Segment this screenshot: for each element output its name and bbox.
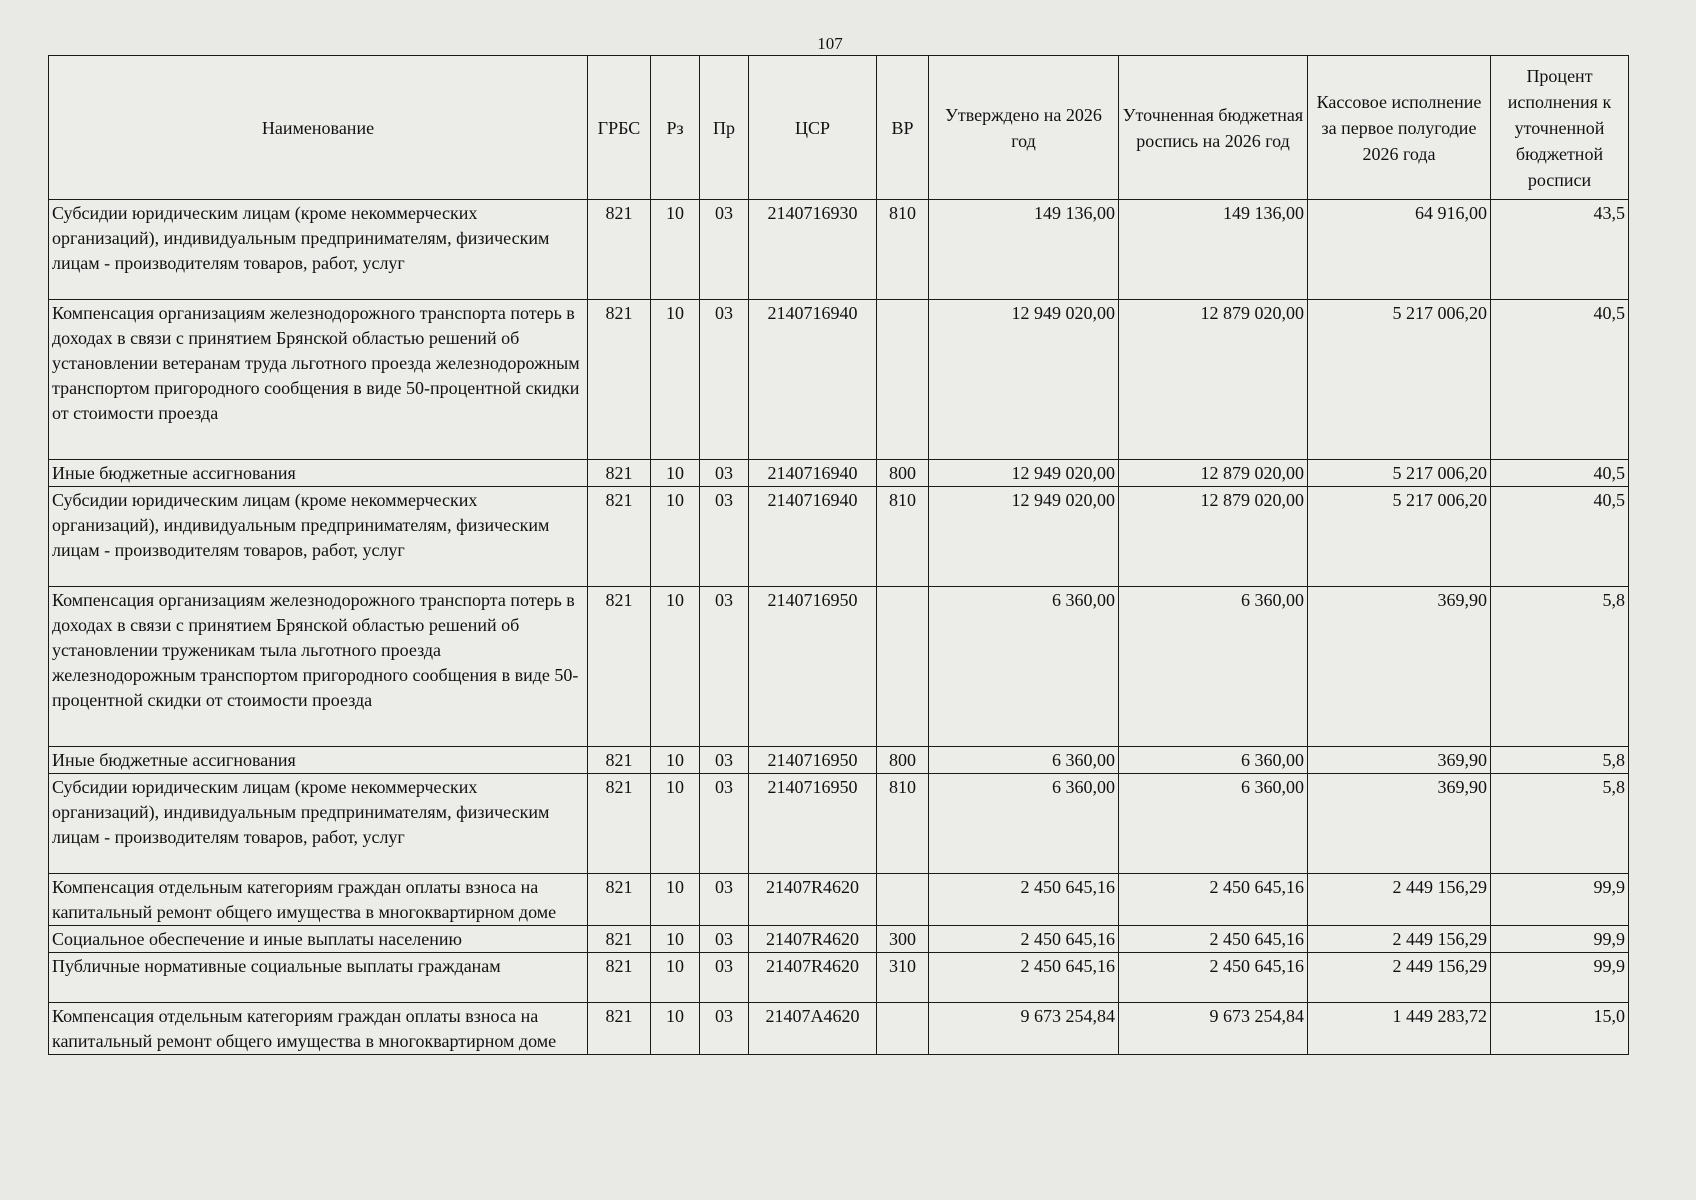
cell-percent: 99,9	[1491, 874, 1629, 926]
table-row	[49, 874, 1629, 926]
cell-csr: 2140716950	[749, 774, 877, 874]
cell-vr	[877, 874, 929, 926]
table-row	[49, 926, 1629, 953]
cell-cash: 369,90	[1308, 587, 1491, 747]
cell-cash: 1 449 283,72	[1308, 1003, 1491, 1055]
table-row	[49, 953, 1629, 1003]
cell-name: Компенсация организациям железнодорожного транспорта потерь в доходах в связи с принятием Брянской областью решений об установлении труженикам тыла льготного проезда железнодорожным транспортом пригородного сообщения в виде 50-процентной скидки от стоимости проезда	[49, 587, 588, 747]
cell-approved: 12 949 020,00	[929, 300, 1119, 460]
cell-name: Субсидии юридическим лицам (кроме некоммерческих организаций), индивидуальным предпринимателям, физическим лицам - производителям товаров, работ, услуг	[49, 200, 588, 300]
cell-name: Субсидии юридическим лицам (кроме некоммерческих организаций), индивидуальным предпринимателям, физическим лицам - производителям товаров, работ, услуг	[49, 487, 588, 587]
table-row	[49, 487, 1629, 587]
budget-table	[48, 55, 1629, 1055]
cell-vr: 810	[877, 487, 929, 587]
cell-name: Компенсация отдельным категориям граждан оплаты взноса на капитальный ремонт общего имущества в многоквартирном доме	[49, 874, 588, 926]
cell-approved: 149 136,00	[929, 200, 1119, 300]
cell-grbs: 821	[588, 487, 651, 587]
cell-csr: 21407R4620	[749, 874, 877, 926]
header-row	[49, 56, 1629, 200]
cell-vr	[877, 587, 929, 747]
header-approved: Утверждено на 2026 год	[929, 56, 1119, 200]
cell-name: Социальное обеспечение и иные выплаты населению	[49, 926, 588, 953]
table-row	[49, 747, 1629, 774]
header-pr: Пр	[700, 56, 749, 200]
cell-approved: 12 949 020,00	[929, 460, 1119, 487]
cell-approved: 9 673 254,84	[929, 1003, 1119, 1055]
cell-pr: 03	[700, 487, 749, 587]
cell-name: Иные бюджетные ассигнования	[49, 747, 588, 774]
cell-pr: 03	[700, 200, 749, 300]
cell-csr: 2140716950	[749, 587, 877, 747]
cell-name: Компенсация организациям железнодорожного транспорта потерь в доходах в связи с принятием Брянской областью решений об установлении ветеранам труда льготного проезда железнодорожным транспортом пригородного сообщения в виде 50-процентной скидки от стоимости проезда	[49, 300, 588, 460]
cell-csr: 21407R4620	[749, 953, 877, 1003]
cell-grbs: 821	[588, 300, 651, 460]
cell-rz: 10	[651, 926, 700, 953]
cell-grbs: 821	[588, 1003, 651, 1055]
cell-rz: 10	[651, 200, 700, 300]
cell-cash: 5 217 006,20	[1308, 300, 1491, 460]
page-number: 107	[817, 34, 843, 53]
cell-refined: 12 879 020,00	[1119, 300, 1308, 460]
cell-refined: 149 136,00	[1119, 200, 1308, 300]
cell-pr: 03	[700, 874, 749, 926]
cell-pr: 03	[700, 587, 749, 747]
cell-csr: 21407A4620	[749, 1003, 877, 1055]
cell-grbs: 821	[588, 460, 651, 487]
cell-refined: 9 673 254,84	[1119, 1003, 1308, 1055]
cell-percent: 5,8	[1491, 747, 1629, 774]
cell-refined: 6 360,00	[1119, 747, 1308, 774]
table-row	[49, 300, 1629, 460]
cell-refined: 2 450 645,16	[1119, 874, 1308, 926]
cell-pr: 03	[700, 926, 749, 953]
cell-vr	[877, 300, 929, 460]
cell-cash: 369,90	[1308, 774, 1491, 874]
cell-cash: 2 449 156,29	[1308, 874, 1491, 926]
table-row	[49, 587, 1629, 747]
table-row	[49, 460, 1629, 487]
cell-cash: 5 217 006,20	[1308, 487, 1491, 587]
cell-vr: 300	[877, 926, 929, 953]
cell-approved: 2 450 645,16	[929, 953, 1119, 1003]
cell-csr: 2140716940	[749, 460, 877, 487]
cell-rz: 10	[651, 747, 700, 774]
cell-vr: 800	[877, 460, 929, 487]
cell-pr: 03	[700, 300, 749, 460]
header-cash: Кассовое исполнение за первое полугодие 2026 года	[1308, 56, 1491, 200]
cell-percent: 40,5	[1491, 300, 1629, 460]
cell-cash: 5 217 006,20	[1308, 460, 1491, 487]
cell-pr: 03	[700, 1003, 749, 1055]
cell-name: Иные бюджетные ассигнования	[49, 460, 588, 487]
header-refined: Уточненная бюджетная роспись на 2026 год	[1119, 56, 1308, 200]
cell-vr	[877, 1003, 929, 1055]
cell-pr: 03	[700, 953, 749, 1003]
table-row	[49, 774, 1629, 874]
cell-refined: 2 450 645,16	[1119, 953, 1308, 1003]
cell-cash: 369,90	[1308, 747, 1491, 774]
cell-cash: 2 449 156,29	[1308, 926, 1491, 953]
cell-percent: 43,5	[1491, 200, 1629, 300]
cell-grbs: 821	[588, 926, 651, 953]
cell-percent: 99,9	[1491, 953, 1629, 1003]
header-csr: ЦСР	[749, 56, 877, 200]
cell-vr: 810	[877, 200, 929, 300]
cell-grbs: 821	[588, 747, 651, 774]
cell-name: Субсидии юридическим лицам (кроме некоммерческих организаций), индивидуальным предпринимателям, физическим лицам - производителям товаров, работ, услуг	[49, 774, 588, 874]
cell-percent: 5,8	[1491, 587, 1629, 747]
header-name: Наименование	[49, 56, 588, 200]
cell-vr: 800	[877, 747, 929, 774]
cell-rz: 10	[651, 460, 700, 487]
cell-percent: 40,5	[1491, 460, 1629, 487]
cell-cash: 64 916,00	[1308, 200, 1491, 300]
cell-grbs: 821	[588, 587, 651, 747]
cell-rz: 10	[651, 874, 700, 926]
cell-vr: 310	[877, 953, 929, 1003]
cell-pr: 03	[700, 774, 749, 874]
cell-pr: 03	[700, 460, 749, 487]
cell-approved: 2 450 645,16	[929, 926, 1119, 953]
cell-rz: 10	[651, 953, 700, 1003]
cell-csr: 2140716940	[749, 300, 877, 460]
cell-approved: 2 450 645,16	[929, 874, 1119, 926]
header-percent: Процент исполнения к уточненной бюджетной росписи	[1491, 56, 1629, 200]
cell-approved: 6 360,00	[929, 747, 1119, 774]
cell-grbs: 821	[588, 774, 651, 874]
cell-percent: 5,8	[1491, 774, 1629, 874]
cell-pr: 03	[700, 747, 749, 774]
cell-approved: 12 949 020,00	[929, 487, 1119, 587]
cell-csr: 21407R4620	[749, 926, 877, 953]
cell-percent: 15,0	[1491, 1003, 1629, 1055]
cell-percent: 40,5	[1491, 487, 1629, 587]
cell-csr: 2140716940	[749, 487, 877, 587]
cell-grbs: 821	[588, 953, 651, 1003]
cell-refined: 2 450 645,16	[1119, 926, 1308, 953]
table-row	[49, 200, 1629, 300]
cell-rz: 10	[651, 487, 700, 587]
cell-name: Компенсация отдельным категориям граждан оплаты взноса на капитальный ремонт общего имущества в многоквартирном доме	[49, 1003, 588, 1055]
cell-refined: 12 879 020,00	[1119, 460, 1308, 487]
cell-percent: 99,9	[1491, 926, 1629, 953]
cell-refined: 6 360,00	[1119, 587, 1308, 747]
cell-grbs: 821	[588, 874, 651, 926]
cell-cash: 2 449 156,29	[1308, 953, 1491, 1003]
header-grbs: ГРБС	[588, 56, 651, 200]
cell-rz: 10	[651, 1003, 700, 1055]
cell-approved: 6 360,00	[929, 587, 1119, 747]
cell-refined: 12 879 020,00	[1119, 487, 1308, 587]
header-rz: Рз	[651, 56, 700, 200]
cell-vr: 810	[877, 774, 929, 874]
cell-csr: 2140716950	[749, 747, 877, 774]
header-vr: ВР	[877, 56, 929, 200]
cell-rz: 10	[651, 587, 700, 747]
cell-csr: 2140716930	[749, 200, 877, 300]
cell-refined: 6 360,00	[1119, 774, 1308, 874]
cell-grbs: 821	[588, 200, 651, 300]
cell-name: Публичные нормативные социальные выплаты гражданам	[49, 953, 588, 1003]
cell-approved: 6 360,00	[929, 774, 1119, 874]
table-row	[49, 1003, 1629, 1055]
cell-rz: 10	[651, 300, 700, 460]
cell-rz: 10	[651, 774, 700, 874]
